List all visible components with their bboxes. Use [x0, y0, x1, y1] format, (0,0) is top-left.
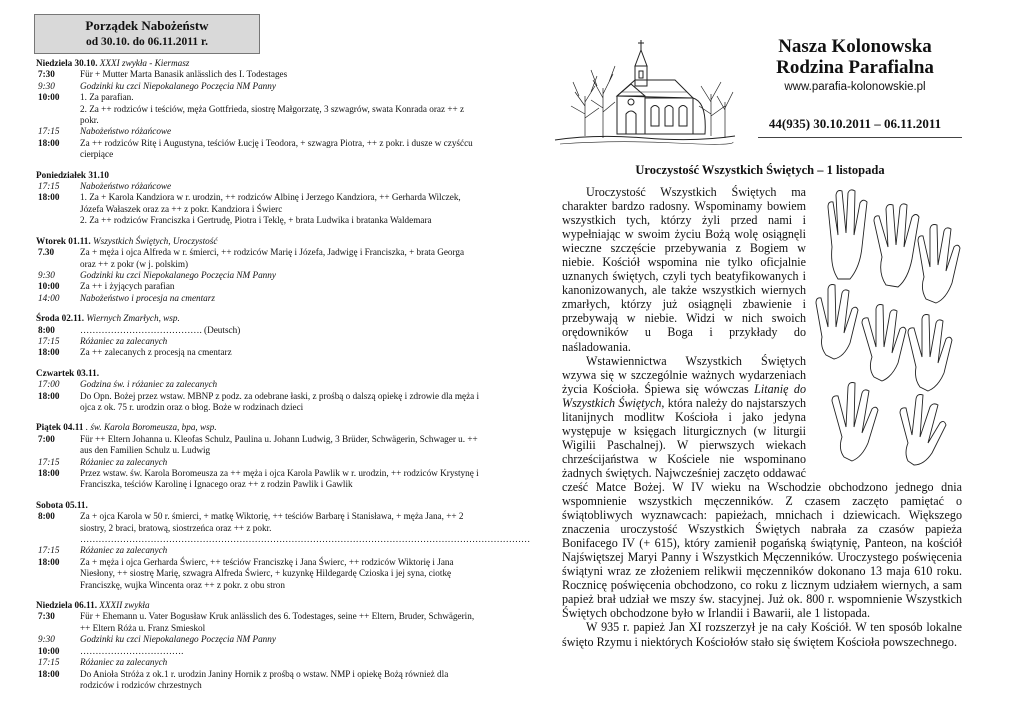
- article-paragraph-2-b: , która należy do najstarszych litanijnych modlitw Kościoła i jako jedyna występuje w księgach liturgicznych (w liturgii Wigilii Paschalnej). W pierwszych wiekach chrześcijaństwa w Kościele nie wspominano żadnych świętych. Najwcześniej zaczęto oddawać cześć Matce Bożej. W IV wieku na Wschodzie obchodzono jednego dnia wspomnienie wszystkich męczenników. Z czasem zaczęto pamiętać o świątobliwych wyznawcach: papieżach, mnichach i dziewicach. Większego znaczenia uroczystość Wszystkich Świętych nabrała za czasów papieża Bonifacego IV (+ 615), który zamienił pogańską świątynię, Panteon, na kościół Najświętszej Maryi Panny i Wszystkich Męczenników. Uroczystego poświęcenia świątyni wraz ze złożeniem relikwii męczenników dokonano 13 maja 610 roku. Rocznicę poświęcenia obchodzono, co roku z licznym udziałem wiernych, a sam papież brał udział we mszy św. stacyjnej. Już ok. 800 r. wspomnienie Wszystkich Świętych obchodzone było w Irlandii i Bawarii, ale 1 listopada.: [562, 395, 962, 621]
- entry-time: 9:30: [38, 80, 55, 91]
- day-subtitle: XXXII zwykła: [99, 600, 150, 611]
- schedule-entry: [36, 347, 482, 358]
- day-name: Środa 02.11.: [36, 313, 85, 324]
- schedule-entry: [36, 325, 482, 336]
- schedule-day: [36, 313, 482, 359]
- entry-intention: Nabożeństwo różańcowe: [80, 126, 172, 137]
- schedule-entry: [36, 634, 482, 645]
- entry-intention: Für + Ehemann u. Vater Bogusław Kruk anlässlich des 6. Todestages, seine ++ Eltern, Bruder, Schwägerin, ++ Eltern Róża u. Franz Smieskol: [80, 611, 475, 633]
- entry-time: 18:00: [38, 192, 60, 203]
- entry-time: 18:00: [38, 137, 60, 148]
- schedule-entry: [36, 511, 482, 534]
- entry-intention: Za + ojca Karola w 50 r. śmierci, + matkę Wiktorię, ++ teściów Barbarę i Stanisława, + męża Jana, ++ 2 siostry, 2 braci, bratową, siostrzeńca oraz ++ z pokr.: [80, 511, 464, 533]
- entry-intention: Do Opn. Bożej przez wstaw. MBNP z podz. za odebrane łaski, z prośbą o dalszą opiekę i zdrowie dla męża i ojca z ok. 75 r. urodzin oraz o błog. Boże w rodzinach dzieci: [80, 390, 480, 412]
- schedule-entry: [36, 669, 482, 692]
- entry-intention: Godzina św. i różaniec za zalecanych: [80, 379, 218, 390]
- schedule-entry: [36, 81, 482, 92]
- entry-time: 8:00: [38, 511, 55, 522]
- day-title: [36, 422, 482, 433]
- entry-intention: Różaniec za zalecanych: [80, 545, 168, 556]
- day-title: [36, 600, 482, 611]
- entry-intention: Za + męża i ojca Alfreda w r. śmierci, ++ rodziców Marię i Józefa, Jadwigę i Franciszka, + brata Georga oraz ++ z pokr (w j. polskim): [80, 247, 465, 269]
- entry-intention: Nabożeństwo i procesja na cmentarz: [80, 292, 215, 303]
- entry-time: 9:30: [38, 634, 55, 645]
- entry-time: 7:00: [38, 433, 55, 444]
- schedule-entry: [36, 336, 482, 347]
- schedule-day: [36, 499, 531, 591]
- entry-intention: …………………………….: [80, 645, 184, 656]
- schedule-day: [36, 600, 482, 691]
- day-subtitle: XXXI zwykła -: [99, 58, 155, 68]
- article-title: Uroczystość Wszystkich Świętych – 1 listopada: [635, 163, 885, 177]
- day-subtitle-bold: Kiermasz: [154, 58, 190, 68]
- entry-intention: Godzinki ku czci Niepokalanego Poczęcia NM Panny: [80, 80, 276, 91]
- parish-url: www.parafia-kolonowskie.pl: [784, 81, 926, 93]
- issue-number: 44(935) 30.10.2011 – 06.11.2011: [768, 116, 942, 131]
- schedule-day: [36, 368, 482, 414]
- schedule-entry: [36, 247, 482, 270]
- schedule-entry: [36, 468, 482, 491]
- entry-intention: Różaniec za zalecanych: [80, 335, 168, 346]
- issue-divider: [758, 137, 962, 138]
- entry-time: 17:00: [38, 379, 60, 390]
- day-title: [36, 368, 482, 379]
- entry-time: 17:15: [38, 181, 60, 192]
- article-paragraph-2-a: Wstawiennictwa Wszystkich Świętych wzywa się w szczególnie ważnych wydarzeniach życia Kościoła. Śpiewa się wówczas: [562, 353, 806, 396]
- day-name: Niedziela 30.10.: [36, 58, 98, 68]
- schedule-entry: [36, 215, 482, 226]
- entry-intention: Za + męża i ojca Gerharda Świerc, ++ teściów Franciszkę i Jana Świerc, ++ rodziców Wiktorię i Jana Niesłony, ++ siostrę Marię, szwagra Alfreda Świerc, + kuzynkę Hildegardę Czioska i jej syna, ciotkę Franciszkę, wujka Wincenta oraz ++ z pokr. z obu stron: [80, 556, 454, 590]
- entry-intention: Przez wstaw. św. Karola Boromeusza za ++ męża i ojca Karola Pawlik w r. urodzin, ++ rodziców Krystynę i Franciszka, teściów Karolinę i Ignacego oraz ++ z rodzin Pawlik i Gawlik: [80, 468, 479, 490]
- schedule-entry: [36, 69, 482, 80]
- parish-title-line2: Rodzina Parafialna: [776, 57, 934, 78]
- day-subtitle: . św. Karola Boromeusza, bpa, wsp.: [85, 422, 217, 433]
- entry-time: 14:00: [38, 292, 60, 303]
- day-title: [36, 170, 482, 181]
- day-subtitle-bold: .: [177, 313, 180, 324]
- schedule-entry: [36, 657, 482, 668]
- entry-time: 17:15: [38, 545, 60, 556]
- entry-time: 18:00: [38, 390, 60, 401]
- schedule-entry: [36, 281, 482, 292]
- entry-divider-dots: …………………………………………………………………………………………………………………………………: [80, 534, 531, 545]
- entry-time: 17:15: [38, 335, 60, 346]
- entry-intention: Za ++ rodziców Ritę i Augustyna, teściów Łucję i Teodora, + szwagra Piotra, ++ z pokr. i dusze w czyśćcu cierpiące: [80, 137, 473, 160]
- entry-time: 18:00: [38, 668, 60, 679]
- schedule-header: [34, 14, 260, 54]
- entry-intention: Różaniec za zalecanych: [80, 657, 168, 668]
- parish-title-line1: Nasza Kolonowska: [778, 36, 932, 57]
- schedule-entry: [36, 557, 482, 591]
- schedule-day: [36, 236, 482, 304]
- entry-intention: Nabożeństwo różańcowe: [80, 181, 172, 192]
- day-title: [36, 236, 482, 247]
- entry-intention: Różaniec za zalecanych: [80, 456, 168, 467]
- entry-intention: Za ++ zalecanych z procesją na cmentarz: [80, 347, 232, 358]
- day-name: Piątek 04.11: [36, 422, 84, 433]
- entry-time: [36, 215, 80, 226]
- schedule-entry: [36, 92, 482, 103]
- day-title: [36, 313, 482, 324]
- schedule-entry: [36, 126, 482, 137]
- day-subtitle: Wiernych Zmarłych, wsp: [86, 313, 178, 324]
- raised-hands-drawing-icon: [812, 187, 962, 467]
- schedule-entry: [36, 104, 482, 127]
- entry-intention: Godzinki ku czci Niepokalanego Poczęcia NM Panny: [80, 269, 276, 280]
- entry-intention: 1. Za parafian.: [80, 92, 134, 103]
- schedule-day: [36, 422, 482, 490]
- entry-time: 10:00: [38, 281, 60, 292]
- schedule-divider: [36, 534, 531, 545]
- entry-intention: Za ++ i żyjących parafian: [80, 281, 175, 292]
- schedule-entry: [36, 181, 482, 192]
- schedule-entry: [36, 192, 482, 215]
- entry-time: 17:15: [38, 657, 60, 668]
- schedule-title: Porządek Nabożeństw: [85, 18, 209, 33]
- day-name: Poniedziałek 31.10: [36, 169, 109, 180]
- schedule-entry: [36, 646, 482, 657]
- day-name: Niedziela 06.11.: [36, 600, 97, 611]
- day-subtitle: Wszystkich Świętych, Uroczystość: [93, 235, 218, 246]
- schedule-entry: [36, 611, 482, 634]
- schedule-dates: od 30.10. do 06.11.2011 r.: [86, 36, 208, 48]
- entry-time: 8:00: [38, 324, 55, 335]
- day-name: Wtorek 01.11.: [36, 235, 91, 246]
- entry-time: [36, 104, 80, 127]
- day-name: Sobota 05.11.: [36, 499, 88, 510]
- schedule-entry: [36, 379, 482, 390]
- entry-time: 7:30: [38, 69, 55, 80]
- entry-intention: Für ++ Eltern Johanna u. Kleofas Schulz, Paulina u. Johann Ludwig, 3 Brüder, Schwägerin, Schwager u. ++ aus den Familien Schulz u. Ludwig: [80, 433, 478, 456]
- schedule-entry: [36, 545, 482, 556]
- entry-time: 18:00: [38, 556, 60, 567]
- entry-intention: 2. Za ++ rodziców Franciszka i Gertrudę, Piotra i Teklę, + brata Ludwika i bratanka Waldemara: [80, 215, 432, 226]
- day-title: [36, 58, 482, 69]
- entry-intention: Godzinki ku czci Niepokalanego Poczęcia NM Panny: [80, 634, 276, 645]
- entry-time: 7:30: [38, 611, 55, 622]
- entry-time: 7.30: [38, 247, 55, 258]
- entry-intention: …………………………………. (Deutsch): [80, 324, 241, 335]
- entry-intention: 1. Za + Karola Kandziora w r. urodzin, ++ rodziców Albinę i Jerzego Kandziora, ++ Gerharda Wilczek, Józefa Wałaszek oraz za ++ z pokr. Kandziora i Świerc: [80, 192, 461, 214]
- entry-time: 17:15: [38, 126, 60, 137]
- schedule-entry: [36, 138, 482, 161]
- parish-title: [740, 36, 970, 78]
- schedule-entry: [36, 434, 482, 457]
- entry-time: 17:15: [38, 456, 60, 467]
- entry-time: 18:00: [38, 468, 60, 478]
- entry-intention: Für + Mutter Marta Banasik anlässlich des I. Todestages: [80, 69, 288, 80]
- mass-schedule: [36, 58, 531, 700]
- schedule-entry: [36, 457, 482, 468]
- entry-time: 10:00: [38, 92, 60, 103]
- entry-intention: Do Anioła Stróża z ok.1 r. urodzin Janiny Hornik z prośbą o wstaw. NMP i opiekę Bożą również dla rodziców i rodziców chrzestnych: [80, 668, 449, 690]
- entry-intention: 2. Za ++ rodziców i teściów, męża Gottfrieda, siostrę Małgorzatę, 3 szwagrów, swata Konrada oraz ++ z pokr.: [80, 103, 465, 126]
- article-body: [562, 185, 962, 649]
- church-drawing-icon: [555, 36, 735, 148]
- entry-time: [36, 534, 80, 545]
- entry-time: 9:30: [38, 269, 55, 280]
- entry-time: 18:00: [38, 347, 60, 358]
- schedule-entry: [36, 270, 482, 281]
- article-paragraph-1: Uroczystość Wszystkich Świętych ma charakter bardzo radosny. Wspominamy bowiem wszystkich tych, którzy żyli przed nami i wypełniając w swoim życiu Bożą wolę osiągnęli wieczne szczęście przebywania z Bogiem w niebie. Kościół wspomina nie tylko oficjalnie uznanych świętych, czyli tych beatyfikowanych i kanonizowanych, ale także wszystkich wiernych zmarłych, którzy już osiągnęli zbawienie i przebywają w niebie. Widzi w nich swoich orędowników u Boga i przykłady do naśladowania.: [562, 185, 806, 354]
- schedule-day: [36, 170, 482, 227]
- day-name: Czwartek 03.11.: [36, 367, 100, 378]
- schedule-entry: [36, 391, 482, 414]
- schedule-entry: [36, 293, 482, 304]
- article-paragraph-3: W 935 r. papież Jan XI rozszerzył je na cały Kościół. W ten sposób lokalne święto Rzymu i niektórych Kościołów stało się świętem Kościoła powszechnego.: [562, 620, 962, 649]
- day-title: [36, 500, 482, 511]
- entry-time: 10:00: [38, 645, 60, 656]
- schedule-day: [36, 58, 482, 161]
- litany-title: Litanię do Wszystkich Świętych: [562, 381, 806, 410]
